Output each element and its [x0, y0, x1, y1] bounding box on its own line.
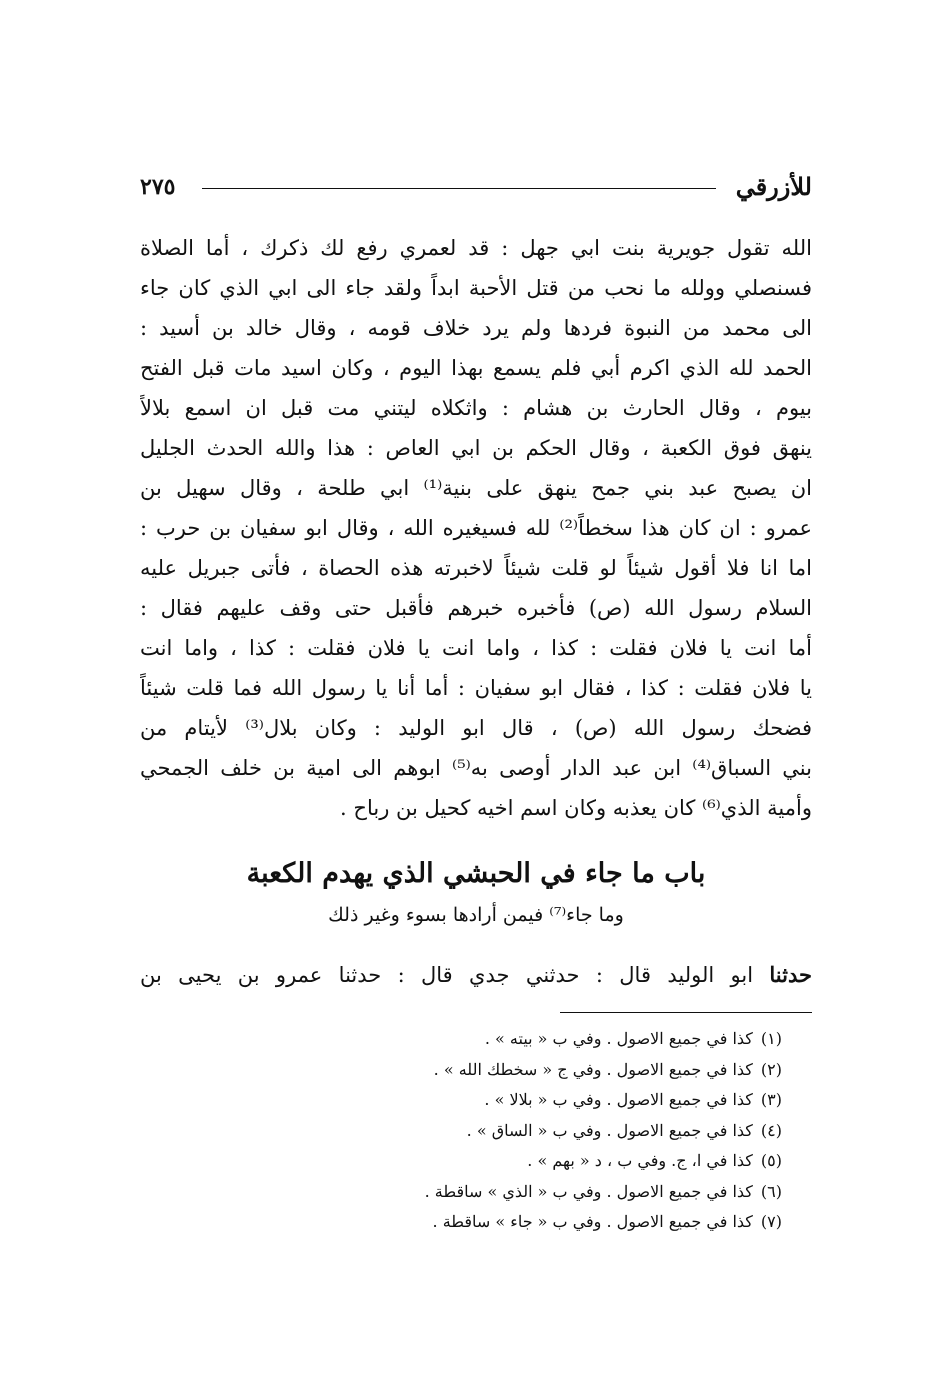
footnote-text: كذا في جميع الاصول . وفي ب « جاء » ساقطة . [432, 1212, 753, 1231]
footnote [330, 1024, 782, 1055]
body-text [140, 228, 812, 828]
text-line: يا فلان فقلت : كذا ، فقال ابو سفيان : أما أنا يا رسول الله فما قلت شيئاً [140, 676, 812, 700]
footnote-number: (٤) [760, 1120, 782, 1140]
footnote-number: (٢) [760, 1059, 782, 1079]
opening-keyword: حدثنا [769, 962, 812, 987]
footnote [330, 1207, 782, 1238]
footnote [330, 1116, 782, 1147]
text-line: ان يصبح عبد بني جمح ينهق على بنية⁽¹⁾ ابي طلحة ، وقال سهيل بن [140, 476, 812, 500]
text-line: وأمية الذي⁽⁶⁾ كان يعذبه وكان اسم اخيه كحيل بن رباح . [340, 796, 812, 820]
opening-line [140, 955, 812, 995]
text-line: السلام رسول الله (ص) فأخبره خبرهم فأقبل حتى وقف عليهم فقال : [140, 596, 812, 620]
footnote-number: (٦) [760, 1181, 782, 1201]
text-line: الله تقول جويرية بنت ابي جهل : قد لعمري رفع لك ذكرك ، أما الصلاة [140, 236, 812, 260]
running-head [140, 170, 812, 204]
text-line: بيوم ، وقال الحارث بن هشام : واثكلاه ليتني مت قبل ان اسمع بلالاً [140, 396, 812, 420]
footnote-number: (١) [760, 1029, 782, 1048]
footnote [330, 1146, 782, 1177]
footnote-rule [560, 1012, 812, 1013]
text-line: فسنصلي وولله ما نحب من قتل الأحبة ابداً ولقد جاء الى ابي الذي كان جاء [140, 276, 812, 300]
text-line: اما انا فلا أقول شيئاً لو قلت شيئاً لاخبرته هذه الحصاة ، فأتى جبريل عليه [140, 556, 812, 580]
footnotes [330, 1024, 782, 1238]
footnote-text: كذا في جميع الاصول . وفي ب « الذي » ساقطة . [424, 1181, 753, 1201]
running-head-rule [202, 188, 716, 189]
footnote-number: (٥) [760, 1151, 782, 1170]
footnote [330, 1085, 782, 1116]
opening-text: ابو الوليد قال : حدثني جدي قال : حدثنا عمرو بن يحيى بن [140, 963, 754, 987]
footnote-text: كذا في جميع الاصول . وفي ب « بلالا » . [484, 1090, 753, 1109]
text-line: أما انت يا فلان فقلت : كذا ، واما انت يا فلان فقلت : كذا ، واما انت [140, 636, 812, 660]
page-number: ٢٧٥ [140, 174, 176, 200]
chapter-title: باب ما جاء في الحبشي الذي يهدم الكعبة [246, 858, 706, 889]
running-head-title: للأزرقي [735, 172, 812, 201]
footnote-text: كذا في ا، ج. وفي ب ، د « بهم » . [527, 1151, 753, 1170]
footnote-number: (٣) [760, 1090, 782, 1109]
text-line: الحمد لله الذي اكرم أبي فلم يسمع بهذا اليوم ، وكان اسيد مات قبل الفتح [140, 356, 812, 380]
footnote-text: كذا في جميع الاصول . وفي ب « الساق » . [466, 1120, 753, 1140]
footnote-text: كذا في جميع الاصول . وفي ب « بيته » . [484, 1029, 753, 1048]
footnote [330, 1177, 782, 1208]
chapter-subtitle: وما جاء⁽⁷⁾ فيمن أرادها بسوء وغير ذلك [328, 904, 624, 926]
footnote-number: (٧) [760, 1212, 782, 1231]
text-line: بني السباق⁽⁴⁾ ابن عبد الدار أوصى به⁽⁵⁾ ابوهم الى امية بن خلف الجمحي [140, 756, 812, 780]
text-line: ينهق فوق الكعبة ، وقال الحكم بن ابي العاص : هذا والله الحدث الجليل [140, 436, 812, 460]
text-line: الى محمد من النبوة فردها ولم يرد خلاف قومه ، وقال خالد بن أسيد : [140, 316, 812, 340]
footnote-text: كذا في جميع الاصول . وفي ج « سخطك الله » . [433, 1059, 753, 1079]
text-line: فضحك رسول الله (ص) ، قال ابو الوليد : وكان بلال⁽³⁾ لأيتام من [140, 716, 812, 740]
footnote [330, 1055, 782, 1086]
text-line: عمرو : ان كان هذا سخطاً⁽²⁾ لله فسيغيره الله ، وقال ابو سفيان بن حرب : [140, 516, 812, 540]
